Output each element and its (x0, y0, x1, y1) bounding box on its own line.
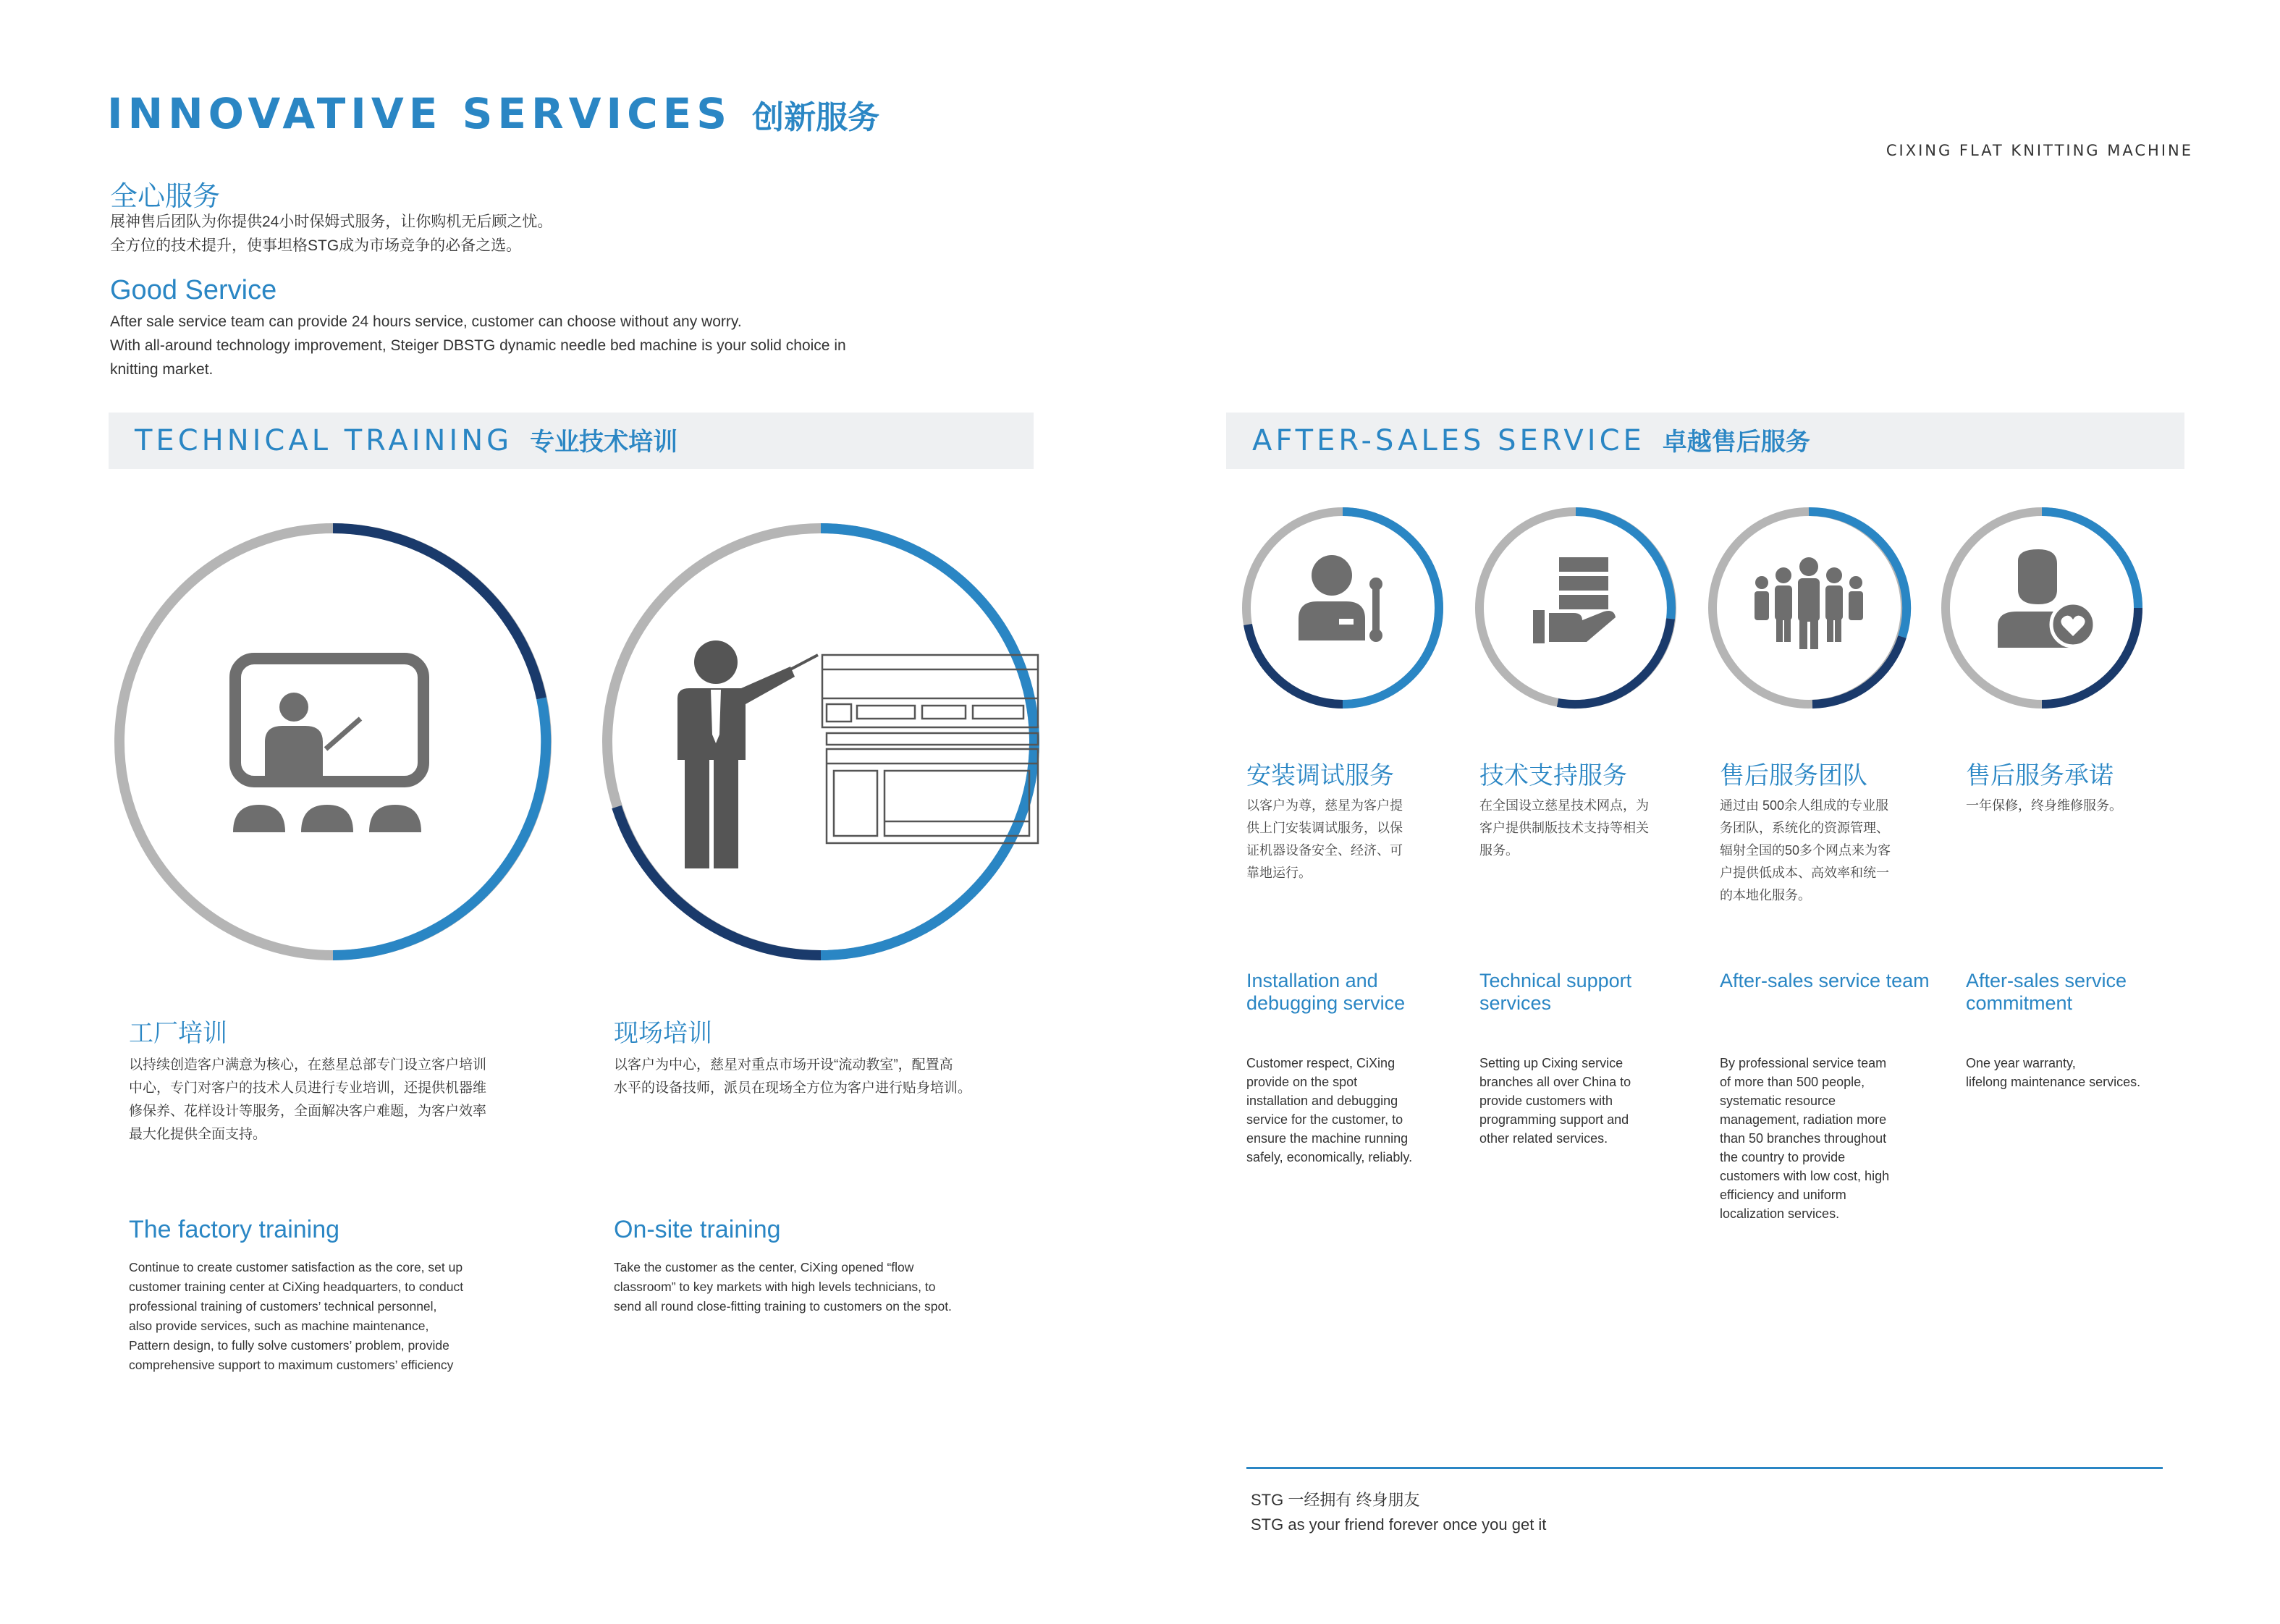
page-title-en: INNOVATIVE SERVICES (107, 89, 732, 138)
text-line: 客户提供制版技术支持等相关 (1479, 821, 1649, 835)
installation-cn-text (1246, 795, 1442, 884)
text-line: 供上门安装调试服务，以保 (1246, 821, 1403, 835)
text-line: 在全国设立慈星技术网点，为 (1479, 798, 1649, 813)
text-line: 最大化提供全面支持。 (129, 1127, 267, 1142)
onsite-training-cn-title: 现场培训 (614, 1020, 712, 1047)
intro-cn-text (110, 210, 1051, 258)
onsite-training-cn-text (614, 1054, 1019, 1100)
technical-training-title-cn: 专业技术培训 (530, 428, 678, 456)
intro-en-line: With all-around technology improvement, Steiger DBSTG dynamic needle bed machine is your solid choice in (110, 337, 846, 354)
installation-en-text (1246, 1054, 1464, 1167)
intro-cn-line: 展神售后团队为你提供24小时保姆式服务，让你购机无后顾之忧。 (110, 213, 553, 230)
tech-support-en-text (1479, 1054, 1697, 1148)
technical-training-title-en: TECHNICAL TRAINING (135, 424, 513, 457)
service-team-en-text (1720, 1054, 1937, 1223)
footer-slogan-en: STG as your friend forever once you get it (1251, 1515, 1547, 1534)
onsite-training-ring (596, 517, 1045, 966)
text-line: 以客户为尊，慈星为客户提 (1246, 798, 1403, 813)
title-line: After-sales service (1966, 970, 2127, 991)
text-line: other related services. (1479, 1131, 1608, 1146)
onsite-training-en-title: On-site training (614, 1216, 781, 1243)
tech-support-cn-text (1479, 795, 1689, 862)
factory-training-cn-title: 工厂培训 (129, 1020, 227, 1047)
title-line: Installation and (1246, 970, 1378, 991)
footer-slogan-cn: STG 一经拥有 终身朋友 (1251, 1491, 1420, 1509)
intro-en-text (110, 310, 1051, 381)
title-line: debugging service (1246, 992, 1406, 1014)
page-title (107, 88, 879, 143)
text-line: comprehensive support to maximum customers’ efficiency (129, 1358, 454, 1372)
text-line: customer training center at CiXing headquarters, to conduct (129, 1280, 464, 1294)
after-sales-title-cn: 卓越售后服务 (1662, 428, 1810, 456)
text-line: Take the customer as the center, CiXing opened “flow (614, 1260, 914, 1274)
text-line: Pattern design, to fully solve customers’ problem, provide (129, 1338, 449, 1353)
text-line: provide on the spot (1246, 1075, 1358, 1089)
page-title-cn: 创新服务 (752, 100, 880, 135)
intro-cn-heading: 全心服务 (110, 182, 221, 212)
brand-label: CIXING FLAT KNITTING MACHINE (1886, 142, 2193, 159)
text-line: 通过由 500余人组成的专业服 (1720, 798, 1889, 813)
intro-en-line: After sale service team can provide 24 hours service, customer can choose without any worry. (110, 313, 742, 330)
tech-support-en-title (1479, 970, 1697, 1015)
commitment-cn-text (1966, 795, 2176, 817)
person-heart-icon (1998, 549, 2095, 648)
text-line: branches all over China to (1479, 1075, 1631, 1089)
commitment-cn-title: 售后服务承诺 (1966, 762, 2114, 790)
text-line: programming support and (1479, 1112, 1629, 1127)
title-line: commitment (1966, 992, 2073, 1014)
commitment-en-title (1966, 970, 2183, 1015)
text-line: management, radiation more (1720, 1112, 1887, 1127)
after-sales-bar (1226, 413, 2184, 469)
installation-cn-title: 安装调试服务 (1246, 762, 1394, 790)
factory-training-ring (109, 517, 557, 966)
text-line: efficiency and uniform (1720, 1188, 1846, 1202)
service-team-ring (1704, 503, 1914, 713)
intro-en-line: knitting market. (110, 361, 214, 378)
title-line: Technical support (1479, 970, 1632, 991)
commitment-en-text (1966, 1054, 2183, 1091)
tech-support-ring (1471, 503, 1681, 713)
text-line: 以持续创造客户满意为核心，在慈星总部专门设立客户培训 (129, 1057, 487, 1073)
text-line: 的本地化服务。 (1720, 888, 1811, 902)
knitting-machine-icon (822, 655, 1038, 843)
trainer-pointing-icon (677, 640, 818, 868)
text-line: also provide services, such as machine maintenance, (129, 1319, 429, 1333)
text-line: the country to provide (1720, 1150, 1846, 1164)
after-sales-title-en: AFTER-SALES SERVICE (1252, 424, 1645, 457)
text-line: 证机器设备安全、经济、可 (1246, 843, 1403, 858)
text-line: 修保养、花样设计等服务，全面解决客户难题，为客户效率 (129, 1104, 487, 1119)
text-line: 中心，专门对客户的技术人员进行专业培训，还提供机器维 (129, 1080, 487, 1096)
technical-training-bar (109, 413, 1034, 469)
service-team-en-title (1720, 970, 1951, 992)
engineer-wrench-icon (1299, 555, 1382, 642)
text-line: installation and debugging (1246, 1094, 1398, 1108)
text-line: 一年保修，终身维修服务。 (1966, 798, 2122, 813)
text-line: provide customers with (1479, 1094, 1613, 1108)
intro-cn-line: 全方位的技术提升，使事坦格STG成为市场竞争的必备之选。 (110, 237, 522, 254)
text-line: Setting up Cixing service (1479, 1056, 1624, 1070)
text-line: 靠地运行。 (1246, 866, 1312, 880)
text-line: 户提供低成本、高效率和统一 (1720, 866, 1889, 880)
commitment-ring (1937, 503, 2147, 713)
text-line: systematic resource (1720, 1094, 1836, 1108)
text-line: By professional service team (1720, 1056, 1887, 1070)
text-line: 水平的设备技师，派员在现场全方位为客户进行贴身培训。 (614, 1080, 972, 1096)
onsite-training-en-text (614, 1258, 1048, 1316)
intro-en-heading: Good Service (110, 275, 277, 305)
title-line: After-sales service team (1720, 970, 1930, 991)
text-line: safely, economically, reliably. (1246, 1150, 1413, 1164)
text-line: One year warranty, (1966, 1056, 2076, 1070)
text-line: customers with low cost, high (1720, 1169, 1890, 1183)
text-line: 服务。 (1479, 843, 1519, 858)
text-line: service for the customer, to (1246, 1112, 1403, 1127)
installation-en-title (1246, 970, 1464, 1015)
tech-support-cn-title: 技术支持服务 (1479, 762, 1627, 790)
classroom-teacher-icon (233, 659, 423, 832)
factory-training-cn-text (129, 1054, 534, 1146)
text-line: Continue to create customer satisfaction as the core, set up (129, 1260, 463, 1274)
text-line: than 50 branches throughout (1720, 1131, 1887, 1146)
text-line: professional training of customers’ technical personnel, (129, 1299, 437, 1314)
footer-divider (1246, 1467, 2163, 1469)
factory-training-en-text (129, 1258, 534, 1375)
title-line: services (1479, 992, 1552, 1014)
text-line: Customer respect, CiXing (1246, 1056, 1396, 1070)
hand-support-icon (1533, 557, 1616, 643)
team-icon (1755, 557, 1863, 649)
text-line: 务团队，系统化的资源管理、 (1720, 821, 1889, 835)
service-team-cn-title: 售后服务团队 (1720, 762, 1867, 790)
text-line: lifelong maintenance services. (1966, 1075, 2141, 1089)
text-line: ensure the machine running (1246, 1131, 1409, 1146)
installation-ring (1238, 503, 1448, 713)
text-line: send all round close-fitting training to customers on the spot. (614, 1299, 952, 1314)
text-line: 以客户为中心，慈星对重点市场开设“流动教室”，配置高 (614, 1057, 953, 1073)
service-team-cn-text (1720, 795, 1930, 907)
factory-training-en-title: The factory training (129, 1216, 340, 1243)
text-line: localization services. (1720, 1206, 1840, 1221)
text-line: 辐射全国的50多个网点来为客 (1720, 843, 1891, 858)
text-line: of more than 500 people, (1720, 1075, 1865, 1089)
text-line: classroom” to key markets with high levels technicians, to (614, 1280, 936, 1294)
